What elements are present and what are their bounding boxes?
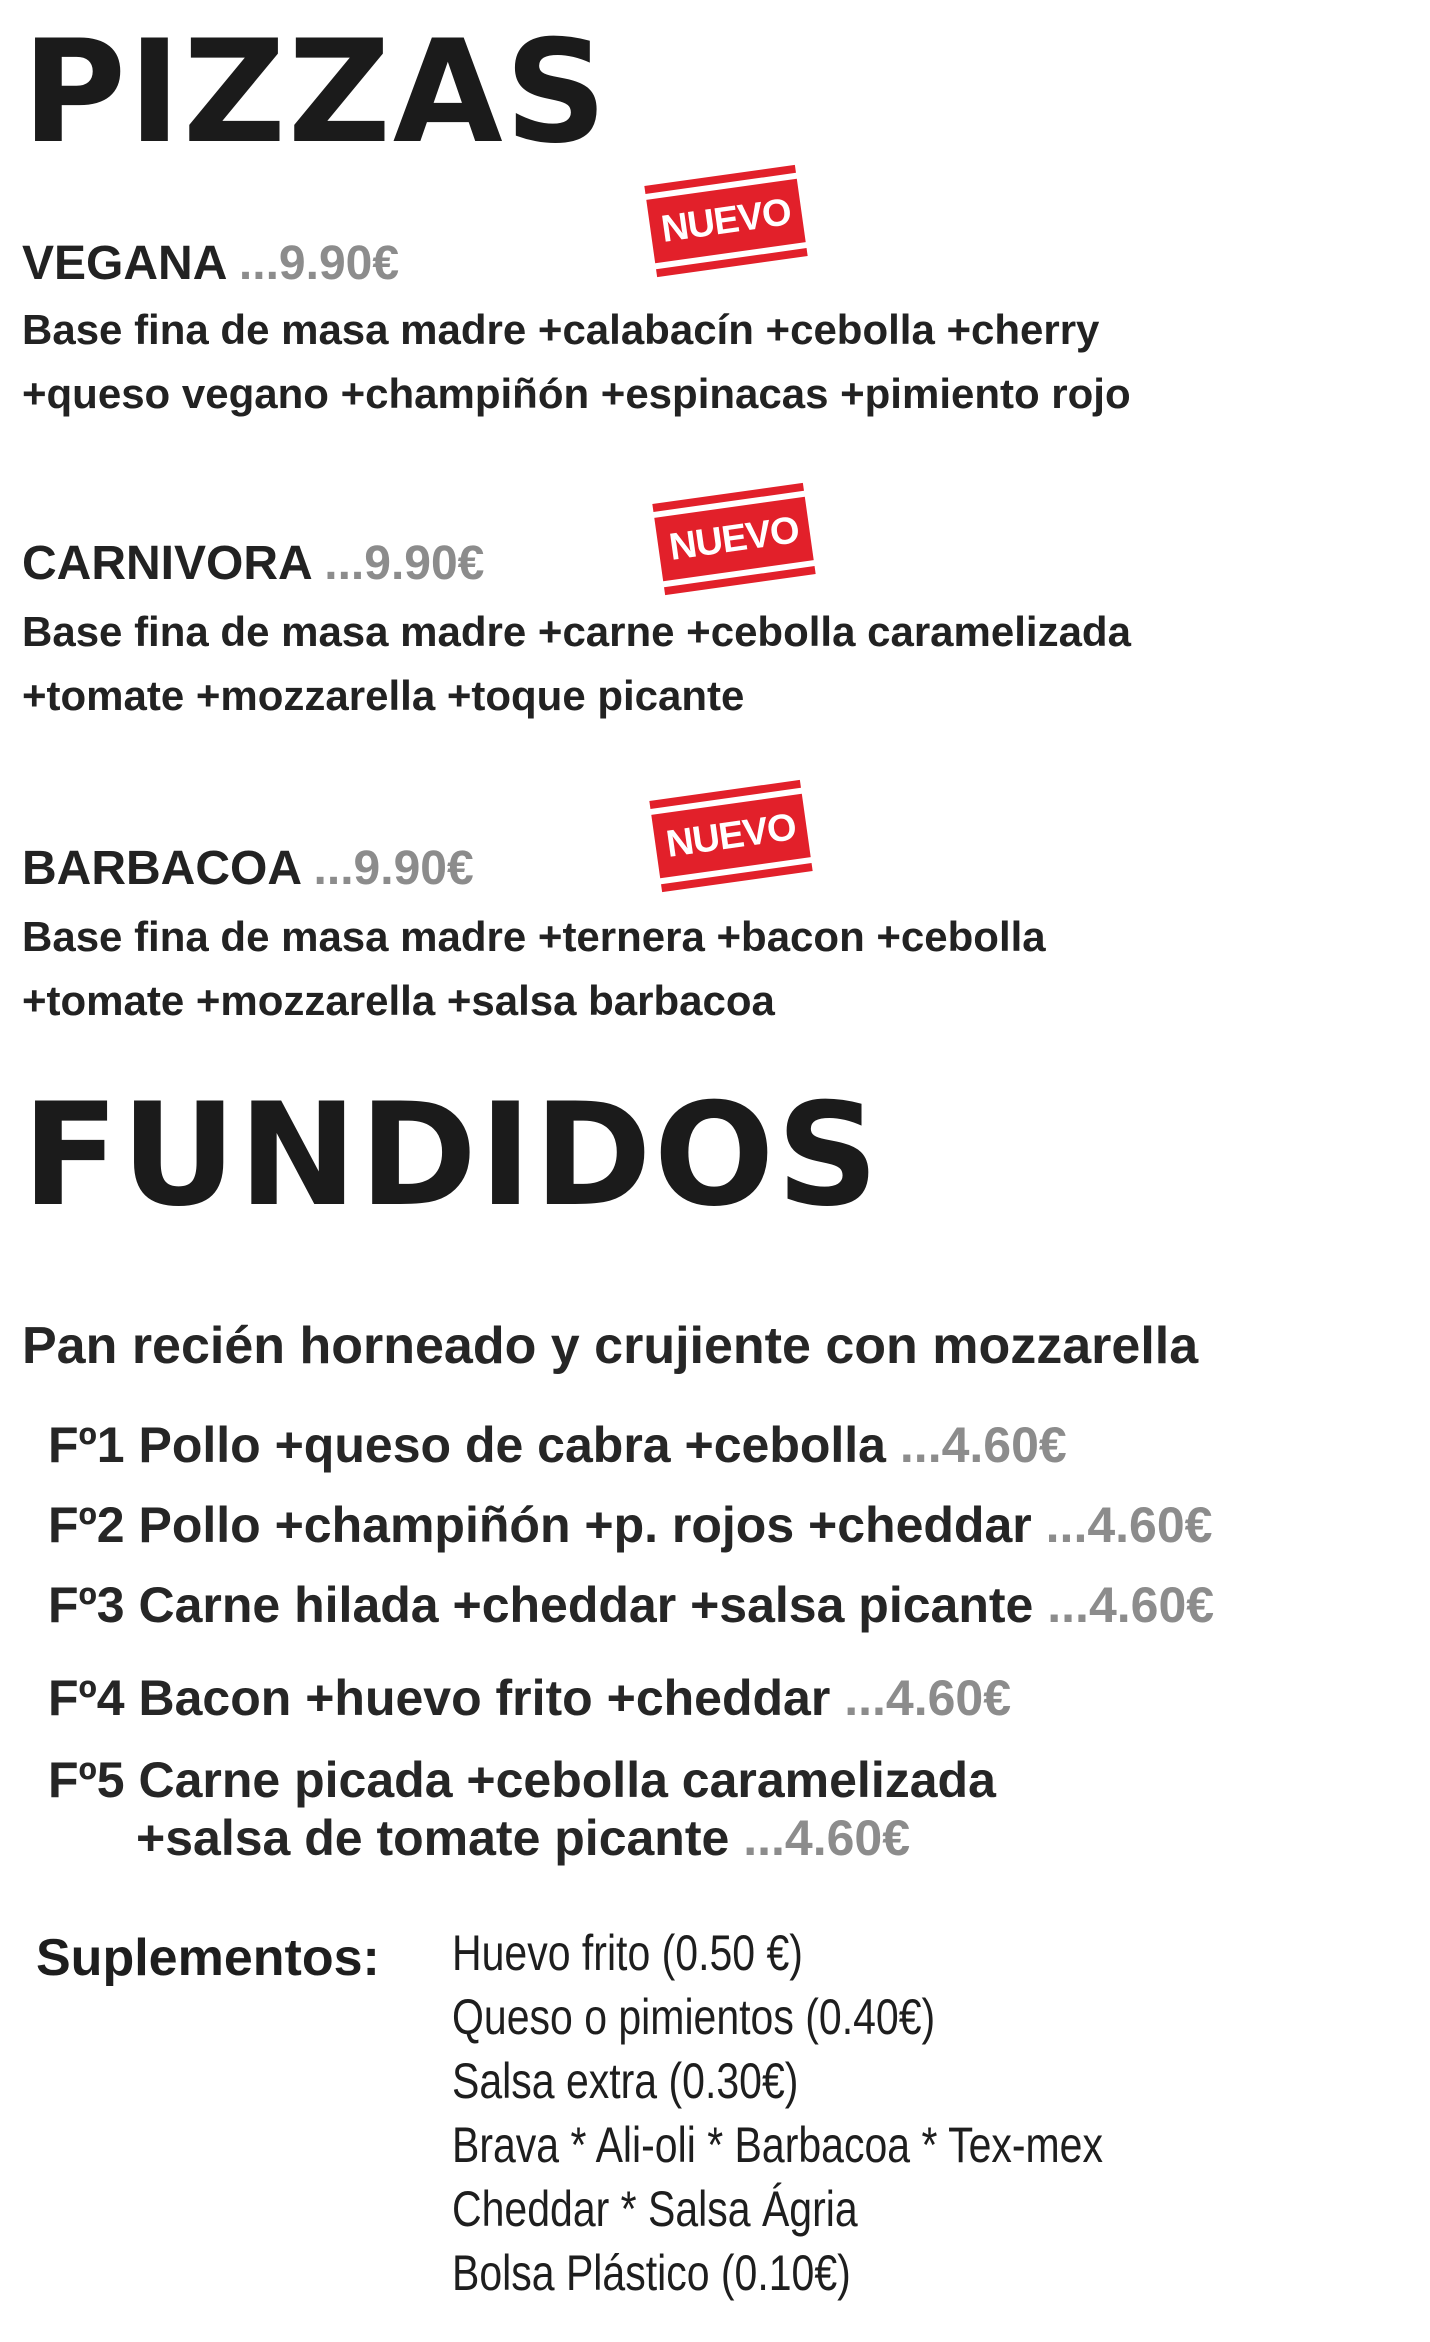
- section-title-pizzas: PIZZAS: [22, 10, 610, 175]
- suplemento-item: Brava * Ali-oli * Barbacoa * Tex-mex: [452, 2117, 1103, 2173]
- pizza-price: ...9.90€: [324, 537, 485, 590]
- pizza-description: [22, 905, 1046, 1033]
- fundido-label: Fº2 Pollo +champiñón +p. rojos +cheddar: [48, 1497, 1032, 1553]
- pizza-description: [22, 298, 1131, 426]
- pizza-description-line: +tomate +mozzarella +toque picante: [22, 672, 745, 719]
- pizza-title-barbacoa: [22, 842, 474, 895]
- new-badge-label: NUEVO: [651, 794, 810, 879]
- pizza-name: BARBACOA: [22, 842, 301, 895]
- pizza-price: ...9.90€: [238, 237, 400, 290]
- pizza-description-line: +queso vegano +champiñón +espinacas +pimiento rojo: [22, 370, 1131, 417]
- fundido-label: Fº4 Bacon +huevo frito +cheddar: [48, 1670, 831, 1726]
- new-badge-label: NUEVO: [646, 179, 805, 264]
- pizza-title-vegana: [22, 237, 400, 290]
- fundido-price: ...4.60€: [899, 1417, 1067, 1473]
- fundido-item-1: [48, 1417, 1067, 1473]
- suplemento-item: Bolsa Plástico (0.10€): [452, 2245, 851, 2301]
- fundido-item-5: [48, 1752, 996, 1808]
- new-badge: [652, 483, 815, 595]
- fundido-item-2: [48, 1497, 1213, 1553]
- suplemento-item: Salsa extra (0.30€): [452, 2053, 799, 2109]
- suplemento-item: Queso o pimientos (0.40€): [452, 1989, 936, 2045]
- fundido-price: ...4.60€: [1047, 1577, 1215, 1633]
- fundido-label: Fº3 Carne hilada +cheddar +salsa picante: [48, 1577, 1034, 1633]
- pizza-title-carnivora: [22, 537, 485, 590]
- fundido-item-3: [48, 1577, 1215, 1633]
- pizza-description-line: Base fina de masa madre +ternera +bacon +cebolla: [22, 913, 1046, 960]
- suplemento-item: Huevo frito (0.50 €): [452, 1925, 803, 1981]
- pizza-description-line: Base fina de masa madre +calabacín +cebolla +cherry: [22, 306, 1100, 353]
- pizza-name: VEGANA: [22, 237, 226, 290]
- fundido-item-4: [48, 1670, 1012, 1726]
- fundido-price: ...4.60€: [844, 1670, 1012, 1726]
- pizza-description: [22, 600, 1131, 728]
- pizza-description-line: +tomate +mozzarella +salsa barbacoa: [22, 977, 775, 1024]
- fundido-label: +salsa de tomate picante: [136, 1810, 730, 1866]
- fundidos-intro: Pan recién horneado y crujiente con mozzarella: [22, 1317, 1199, 1375]
- pizza-description-line: Base fina de masa madre +carne +cebolla caramelizada: [22, 608, 1131, 655]
- new-badge: [644, 165, 807, 277]
- new-badge-label: NUEVO: [654, 497, 813, 582]
- pizza-price: ...9.90€: [313, 842, 474, 895]
- section-title-fundidos: FUNDIDOS: [22, 1073, 881, 1238]
- fundido-label: Fº5 Carne picada +cebolla caramelizada: [48, 1752, 996, 1808]
- fundido-label: Fº1 Pollo +queso de cabra +cebolla: [48, 1417, 886, 1473]
- pizza-name: CARNIVORA: [22, 537, 311, 590]
- suplemento-item: Cheddar * Salsa Ágria: [452, 2181, 858, 2237]
- suplementos-label: Suplementos:: [36, 1929, 380, 1987]
- fundido-price: ...4.60€: [743, 1810, 911, 1866]
- fundido-item-5-cont: [136, 1810, 911, 1866]
- fundido-price: ...4.60€: [1045, 1497, 1213, 1553]
- new-badge: [649, 780, 812, 892]
